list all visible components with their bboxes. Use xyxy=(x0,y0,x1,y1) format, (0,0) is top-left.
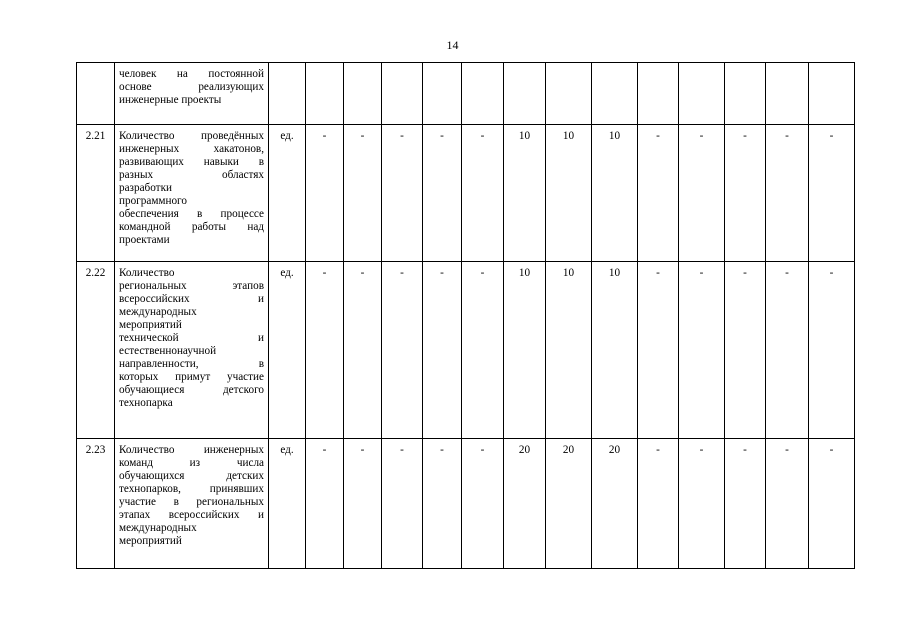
description-line: основе реализующих xyxy=(119,81,264,93)
value-cell: - xyxy=(306,262,344,439)
description-line: обучающихся детских xyxy=(119,470,264,482)
row-number: 2.23 xyxy=(77,439,115,569)
value-cell: - xyxy=(638,262,679,439)
description-line: всероссийских и xyxy=(119,293,264,305)
description-line: проектами xyxy=(119,234,170,246)
value-cell: - xyxy=(809,125,855,262)
table-row xyxy=(77,125,855,262)
description-line: командной работы над xyxy=(119,221,264,233)
value-cell: - xyxy=(809,262,855,439)
description-line: естественнонаучной xyxy=(119,345,217,357)
table-row xyxy=(77,63,855,125)
description-line: технопарка xyxy=(119,397,173,409)
value-cell: 10 xyxy=(504,125,546,262)
value-cell: - xyxy=(423,125,462,262)
description-line: региональных этапов xyxy=(119,280,264,292)
value-cell: 10 xyxy=(504,262,546,439)
description-line: разных областях xyxy=(119,169,264,181)
value-cell: - xyxy=(725,439,766,569)
description-line: инженерные проекты xyxy=(119,94,222,106)
value-cell xyxy=(638,63,679,125)
value-cell: 10 xyxy=(546,262,592,439)
indicator-description xyxy=(115,63,269,125)
value-cell: 20 xyxy=(504,439,546,569)
description-line: обеспечения в процессе xyxy=(119,208,264,220)
value-cell: - xyxy=(679,262,725,439)
description-line: технопарков, принявших xyxy=(119,483,264,495)
value-cell: - xyxy=(766,125,809,262)
description-line: Количество проведённых xyxy=(119,130,264,142)
value-cell: - xyxy=(306,439,344,569)
row-number xyxy=(77,63,115,125)
value-cell: - xyxy=(679,125,725,262)
value-cell xyxy=(809,63,855,125)
value-cell: - xyxy=(382,125,423,262)
value-cell: 20 xyxy=(592,439,638,569)
value-cell xyxy=(725,63,766,125)
value-cell xyxy=(382,63,423,125)
value-cell: - xyxy=(382,439,423,569)
description-line: международных xyxy=(119,522,197,534)
indicator-description xyxy=(115,125,269,262)
description-line: человек на постоянной xyxy=(119,68,264,80)
value-cell: - xyxy=(382,262,423,439)
description-line: Количество xyxy=(119,267,175,279)
value-cell: 10 xyxy=(592,125,638,262)
description-line: участие в региональных xyxy=(119,496,264,508)
indicators-table xyxy=(76,62,855,569)
value-cell: - xyxy=(462,125,504,262)
row-number: 2.21 xyxy=(77,125,115,262)
value-cell xyxy=(766,63,809,125)
indicator-description xyxy=(115,439,269,569)
description-line: разработки xyxy=(119,182,172,194)
value-cell: - xyxy=(809,439,855,569)
description-line: технической и xyxy=(119,332,264,344)
description-line: направленности, в xyxy=(119,358,264,370)
value-cell: - xyxy=(638,125,679,262)
value-cell: - xyxy=(638,439,679,569)
value-cell: - xyxy=(766,439,809,569)
unit-cell: ед. xyxy=(269,439,306,569)
description-line: Количество инженерных xyxy=(119,444,264,456)
table-row xyxy=(77,439,855,569)
value-cell xyxy=(592,63,638,125)
value-cell xyxy=(306,63,344,125)
description-line: инженерных хакатонов, xyxy=(119,143,264,155)
value-cell xyxy=(462,63,504,125)
description-line: программного xyxy=(119,195,187,207)
value-cell: - xyxy=(423,439,462,569)
value-cell: 10 xyxy=(546,125,592,262)
description-line: команд из числа xyxy=(119,457,264,469)
value-cell xyxy=(546,63,592,125)
description-line: мероприятий xyxy=(119,319,182,331)
value-cell: - xyxy=(462,262,504,439)
table-row xyxy=(77,262,855,439)
value-cell: - xyxy=(462,439,504,569)
value-cell: - xyxy=(344,439,382,569)
value-cell xyxy=(344,63,382,125)
page-number: 14 xyxy=(446,38,459,52)
row-number: 2.22 xyxy=(77,262,115,439)
value-cell: - xyxy=(725,125,766,262)
unit-cell xyxy=(269,63,306,125)
description-line: обучающиеся детского xyxy=(119,384,264,396)
value-cell xyxy=(679,63,725,125)
value-cell: - xyxy=(766,262,809,439)
value-cell: - xyxy=(306,125,344,262)
description-line: мероприятий xyxy=(119,535,182,547)
value-cell: - xyxy=(344,262,382,439)
description-line: которых примут участие xyxy=(119,371,264,383)
unit-cell: ед. xyxy=(269,125,306,262)
description-line: развивающих навыки в xyxy=(119,156,264,168)
indicator-description xyxy=(115,262,269,439)
value-cell xyxy=(423,63,462,125)
value-cell: - xyxy=(725,262,766,439)
value-cell: 10 xyxy=(592,262,638,439)
value-cell: - xyxy=(679,439,725,569)
value-cell: 20 xyxy=(546,439,592,569)
description-line: этапах всероссийских и xyxy=(119,509,264,521)
value-cell: - xyxy=(423,262,462,439)
value-cell: - xyxy=(344,125,382,262)
value-cell xyxy=(504,63,546,125)
description-line: международных xyxy=(119,306,197,318)
unit-cell: ед. xyxy=(269,262,306,439)
